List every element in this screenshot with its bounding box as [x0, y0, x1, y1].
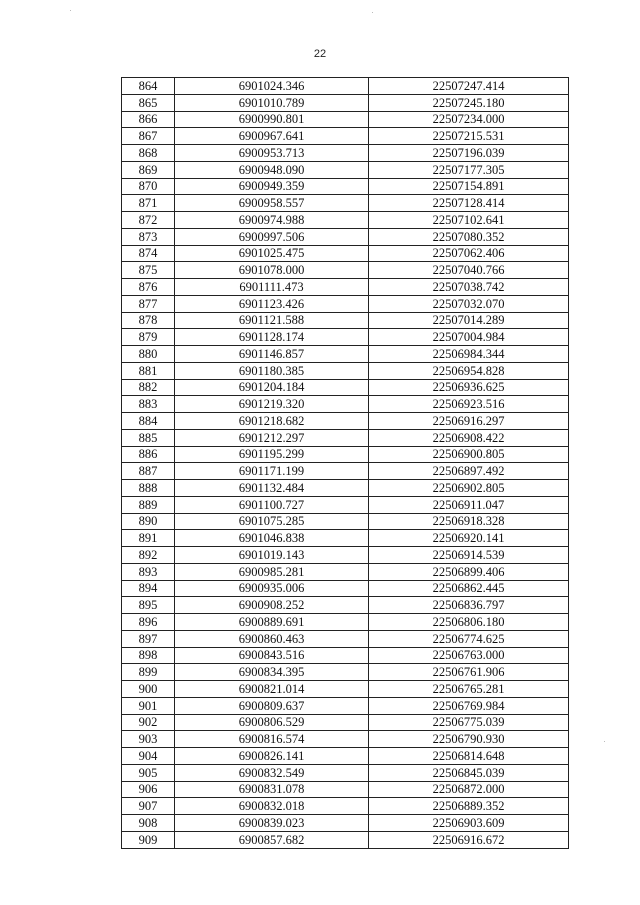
x-coordinate-cell: 6900832.018	[175, 798, 369, 815]
y-coordinate-cell: 22507196.039	[369, 145, 569, 162]
point-number-cell: 891	[122, 530, 175, 547]
point-number-cell: 888	[122, 480, 175, 497]
y-coordinate-cell: 22506920.141	[369, 530, 569, 547]
point-number-cell: 865	[122, 94, 175, 111]
table-row	[122, 128, 569, 145]
point-number-cell: 902	[122, 714, 175, 731]
x-coordinate-cell: 6901075.285	[175, 513, 369, 530]
y-coordinate-cell: 22506775.039	[369, 714, 569, 731]
table-row	[122, 563, 569, 580]
x-coordinate-cell: 6900834.395	[175, 664, 369, 681]
table-row	[122, 614, 569, 631]
y-coordinate-cell: 22507234.000	[369, 111, 569, 128]
x-coordinate-cell: 6900816.574	[175, 731, 369, 748]
x-coordinate-cell: 6901204.184	[175, 379, 369, 396]
y-coordinate-cell: 22506763.000	[369, 647, 569, 664]
x-coordinate-cell: 6900935.006	[175, 580, 369, 597]
x-coordinate-cell: 6900967.641	[175, 128, 369, 145]
table-row	[122, 714, 569, 731]
table-row	[122, 831, 569, 848]
table-row	[122, 764, 569, 781]
table-row	[122, 798, 569, 815]
x-coordinate-cell: 6900908.252	[175, 597, 369, 614]
y-coordinate-cell: 22506900.805	[369, 446, 569, 463]
table-row	[122, 346, 569, 363]
point-number-cell: 870	[122, 178, 175, 195]
point-number-cell: 866	[122, 111, 175, 128]
x-coordinate-cell: 6900839.023	[175, 815, 369, 832]
table-row	[122, 630, 569, 647]
y-coordinate-cell: 22506845.039	[369, 764, 569, 781]
x-coordinate-cell: 6901132.484	[175, 480, 369, 497]
point-number-cell: 879	[122, 329, 175, 346]
point-number-cell: 899	[122, 664, 175, 681]
table-row	[122, 647, 569, 664]
y-coordinate-cell: 22506923.516	[369, 396, 569, 413]
point-number-cell: 905	[122, 764, 175, 781]
table-row	[122, 547, 569, 564]
table-row	[122, 262, 569, 279]
table-row	[122, 312, 569, 329]
y-coordinate-cell: 22506889.352	[369, 798, 569, 815]
x-coordinate-cell: 6900985.281	[175, 563, 369, 580]
point-number-cell: 896	[122, 614, 175, 631]
point-number-cell: 867	[122, 128, 175, 145]
y-coordinate-cell: 22506903.609	[369, 815, 569, 832]
y-coordinate-cell: 22507080.352	[369, 228, 569, 245]
x-coordinate-cell: 6900843.516	[175, 647, 369, 664]
y-coordinate-cell: 22506769.984	[369, 697, 569, 714]
table-row	[122, 530, 569, 547]
x-coordinate-cell: 6901121.588	[175, 312, 369, 329]
y-coordinate-cell: 22506911.047	[369, 496, 569, 513]
point-number-cell: 909	[122, 831, 175, 848]
point-number-cell: 873	[122, 228, 175, 245]
point-number-cell: 890	[122, 513, 175, 530]
table-row	[122, 245, 569, 262]
x-coordinate-cell: 6900831.078	[175, 781, 369, 798]
point-number-cell: 886	[122, 446, 175, 463]
x-coordinate-cell: 6900832.549	[175, 764, 369, 781]
x-coordinate-cell: 6900953.713	[175, 145, 369, 162]
x-coordinate-cell: 6901100.727	[175, 496, 369, 513]
y-coordinate-cell: 22506761.906	[369, 664, 569, 681]
table-row	[122, 446, 569, 463]
y-coordinate-cell: 22506954.828	[369, 362, 569, 379]
x-coordinate-cell: 6900997.506	[175, 228, 369, 245]
x-coordinate-cell: 6900974.988	[175, 212, 369, 229]
coordinates-table	[121, 77, 569, 849]
point-number-cell: 875	[122, 262, 175, 279]
point-number-cell: 901	[122, 697, 175, 714]
y-coordinate-cell: 22506936.625	[369, 379, 569, 396]
x-coordinate-cell: 6901219.320	[175, 396, 369, 413]
y-coordinate-cell: 22506916.297	[369, 413, 569, 430]
x-coordinate-cell: 6901212.297	[175, 429, 369, 446]
y-coordinate-cell: 22506862.445	[369, 580, 569, 597]
y-coordinate-cell: 22506836.797	[369, 597, 569, 614]
point-number-cell: 906	[122, 781, 175, 798]
table-row	[122, 429, 569, 446]
table-row	[122, 697, 569, 714]
point-number-cell: 876	[122, 279, 175, 296]
x-coordinate-cell: 6901180.385	[175, 362, 369, 379]
x-coordinate-cell: 6900958.557	[175, 195, 369, 212]
coordinates-table-body	[122, 78, 569, 849]
table-row	[122, 664, 569, 681]
table-row	[122, 597, 569, 614]
x-coordinate-cell: 6900809.637	[175, 697, 369, 714]
x-coordinate-cell: 6900826.141	[175, 748, 369, 765]
x-coordinate-cell: 6901010.789	[175, 94, 369, 111]
point-number-cell: 882	[122, 379, 175, 396]
x-coordinate-cell: 6900889.691	[175, 614, 369, 631]
point-number-cell: 864	[122, 78, 175, 95]
table-row	[122, 731, 569, 748]
point-number-cell: 883	[122, 396, 175, 413]
x-coordinate-cell: 6901218.682	[175, 413, 369, 430]
table-row	[122, 463, 569, 480]
x-coordinate-cell: 6900990.801	[175, 111, 369, 128]
table-row	[122, 496, 569, 513]
table-row	[122, 513, 569, 530]
x-coordinate-cell: 6901024.346	[175, 78, 369, 95]
point-number-cell: 887	[122, 463, 175, 480]
y-coordinate-cell: 22507032.070	[369, 295, 569, 312]
y-coordinate-cell: 22507154.891	[369, 178, 569, 195]
x-coordinate-cell: 6901128.174	[175, 329, 369, 346]
point-number-cell: 897	[122, 630, 175, 647]
y-coordinate-cell: 22506914.539	[369, 547, 569, 564]
table-row	[122, 78, 569, 95]
table-row	[122, 178, 569, 195]
point-number-cell: 907	[122, 798, 175, 815]
y-coordinate-cell: 22506774.625	[369, 630, 569, 647]
point-number-cell: 908	[122, 815, 175, 832]
point-number-cell: 893	[122, 563, 175, 580]
y-coordinate-cell: 22507247.414	[369, 78, 569, 95]
point-number-cell: 869	[122, 161, 175, 178]
y-coordinate-cell: 22507004.984	[369, 329, 569, 346]
y-coordinate-cell: 22506984.344	[369, 346, 569, 363]
y-coordinate-cell: 22506765.281	[369, 681, 569, 698]
y-coordinate-cell: 22506872.000	[369, 781, 569, 798]
x-coordinate-cell: 6900860.463	[175, 630, 369, 647]
table-row	[122, 295, 569, 312]
table-row	[122, 111, 569, 128]
point-number-cell: 878	[122, 312, 175, 329]
table-row	[122, 681, 569, 698]
y-coordinate-cell: 22507040.766	[369, 262, 569, 279]
point-number-cell: 900	[122, 681, 175, 698]
x-coordinate-cell: 6901195.299	[175, 446, 369, 463]
point-number-cell: 885	[122, 429, 175, 446]
y-coordinate-cell: 22506902.805	[369, 480, 569, 497]
point-number-cell: 881	[122, 362, 175, 379]
table-row	[122, 145, 569, 162]
table-row	[122, 161, 569, 178]
y-coordinate-cell: 22507062.406	[369, 245, 569, 262]
y-coordinate-cell: 22507102.641	[369, 212, 569, 229]
x-coordinate-cell: 6901025.475	[175, 245, 369, 262]
x-coordinate-cell: 6901146.857	[175, 346, 369, 363]
table-row	[122, 379, 569, 396]
table-row	[122, 195, 569, 212]
table-row	[122, 228, 569, 245]
x-coordinate-cell: 6900948.090	[175, 161, 369, 178]
point-number-cell: 889	[122, 496, 175, 513]
point-number-cell: 874	[122, 245, 175, 262]
point-number-cell: 877	[122, 295, 175, 312]
y-coordinate-cell: 22507215.531	[369, 128, 569, 145]
scan-mark	[70, 10, 71, 11]
x-coordinate-cell: 6901019.143	[175, 547, 369, 564]
x-coordinate-cell: 6901046.838	[175, 530, 369, 547]
x-coordinate-cell: 6900949.359	[175, 178, 369, 195]
point-number-cell: 895	[122, 597, 175, 614]
point-number-cell: 872	[122, 212, 175, 229]
point-number-cell: 868	[122, 145, 175, 162]
x-coordinate-cell: 6901123.426	[175, 295, 369, 312]
y-coordinate-cell: 22506806.180	[369, 614, 569, 631]
x-coordinate-cell: 6901111.473	[175, 279, 369, 296]
point-number-cell: 898	[122, 647, 175, 664]
page-number: 22	[313, 48, 327, 60]
x-coordinate-cell: 6901171.199	[175, 463, 369, 480]
table-row	[122, 362, 569, 379]
point-number-cell: 904	[122, 748, 175, 765]
point-number-cell: 903	[122, 731, 175, 748]
y-coordinate-cell: 22506899.406	[369, 563, 569, 580]
table-row	[122, 279, 569, 296]
table-row	[122, 580, 569, 597]
scan-mark	[372, 12, 373, 13]
table-row	[122, 748, 569, 765]
table-row	[122, 94, 569, 111]
point-number-cell: 880	[122, 346, 175, 363]
y-coordinate-cell: 22506790.930	[369, 731, 569, 748]
table-row	[122, 396, 569, 413]
y-coordinate-cell: 22507128.414	[369, 195, 569, 212]
table-row	[122, 480, 569, 497]
y-coordinate-cell: 22506918.328	[369, 513, 569, 530]
x-coordinate-cell: 6900806.529	[175, 714, 369, 731]
point-number-cell: 892	[122, 547, 175, 564]
x-coordinate-cell: 6901078.000	[175, 262, 369, 279]
y-coordinate-cell: 22506908.422	[369, 429, 569, 446]
table-row	[122, 413, 569, 430]
table-row	[122, 781, 569, 798]
y-coordinate-cell: 22507014.289	[369, 312, 569, 329]
y-coordinate-cell: 22507245.180	[369, 94, 569, 111]
point-number-cell: 871	[122, 195, 175, 212]
y-coordinate-cell: 22506897.492	[369, 463, 569, 480]
table-row	[122, 329, 569, 346]
table-row	[122, 212, 569, 229]
point-number-cell: 884	[122, 413, 175, 430]
y-coordinate-cell: 22506916.672	[369, 831, 569, 848]
y-coordinate-cell: 22507038.742	[369, 279, 569, 296]
scan-mark	[604, 741, 605, 742]
y-coordinate-cell: 22507177.305	[369, 161, 569, 178]
x-coordinate-cell: 6900821.014	[175, 681, 369, 698]
y-coordinate-cell: 22506814.648	[369, 748, 569, 765]
table-row	[122, 815, 569, 832]
point-number-cell: 894	[122, 580, 175, 597]
x-coordinate-cell: 6900857.682	[175, 831, 369, 848]
